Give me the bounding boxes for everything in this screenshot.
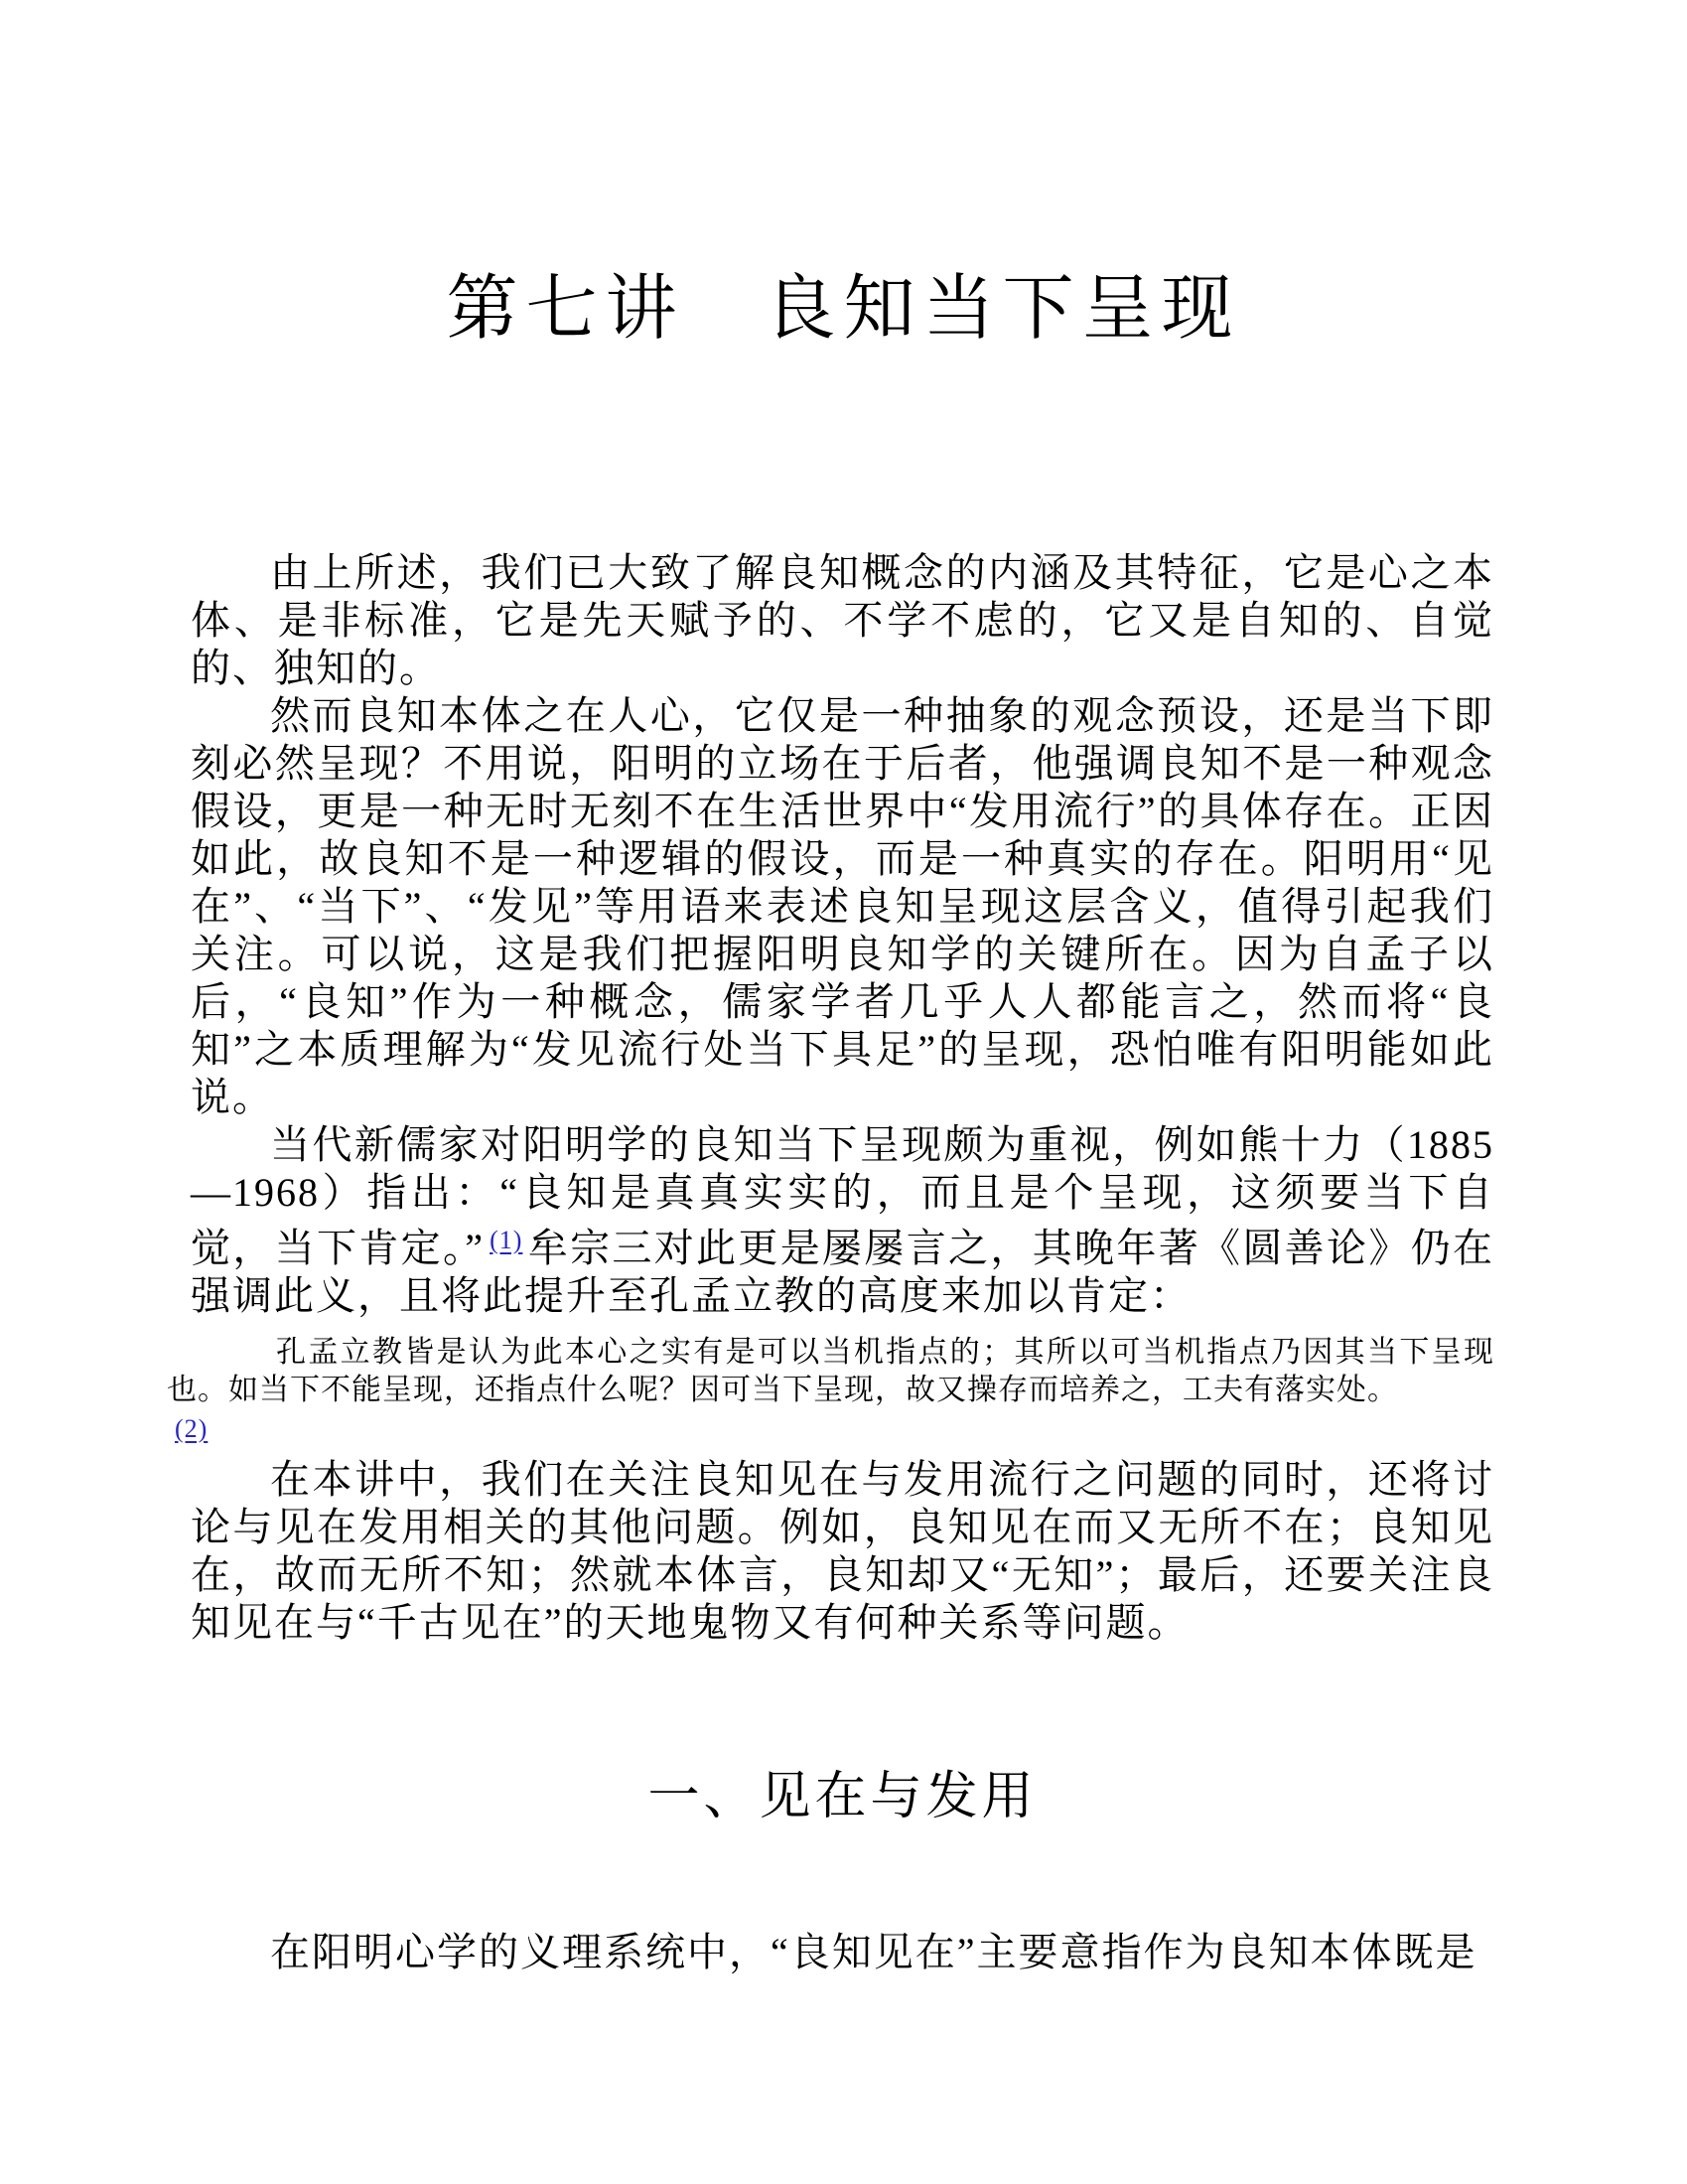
paragraph-1: 由上所述，我们已大致了解良知概念的内涵及其特征，它是心之本体、是非标准，它是先天赋予的、不学不虑的，它又是自知的、自觉的、独知的。 bbox=[191, 550, 1494, 690]
paragraph-4: 在本讲中，我们在关注良知见在与发用流行之问题的同时，还将讨论与见在发用相关的其他问题。例如，良知见在而又无所不在；良知见在，故而无所不知；然就本体言，良知却又“无知”；最后，还要关注良知见在与“千古见在”的天地鬼物又有何种关系等问题。 bbox=[191, 1457, 1494, 1645]
paragraph-3 bbox=[191, 1121, 1494, 1320]
paragraph-5: 在阳明心学的义理系统中，“良知见在”主要意指作为良知本体既是 bbox=[270, 1930, 1477, 1974]
footnote-2-line bbox=[167, 1409, 1494, 1448]
paragraph-2: 然而良知本体之在人心，它仅是一种抽象的观念预设，还是当下即刻必然呈现？不用说，阳明的立场在于后者，他强调良知不是一种观念假设，更是一种无时无刻不在生活世界中“发用流行”的具体存在。正因如此，故良知不是一种逻辑的假设，而是一种真实的存在。阳明用“见在”、“当下”、“发见”等用语来表述良知呈现这层含义，值得引起我们关注。可以说，这是我们把握阳明良知学的关键所在。因为自孟子以后，“良知”作为一种概念，儒家学者几乎人人都能言之，然而将“良知”之本质理解为“发见流行处当下具足”的呈现，恐怕唯有阳明能如此说。 bbox=[191, 693, 1494, 1119]
blockquote-text: 孔孟立教皆是认为此本心之实有是可以当机指点的；其所以可当机指点乃因其当下呈现也。如当下不能呈现，还指点什么呢？因可当下呈现，故又操存而培养之，工夫有落实处。 bbox=[167, 1336, 1494, 1406]
page-content bbox=[167, 549, 1495, 1976]
footnote-2-link[interactable]: (2) bbox=[175, 1414, 209, 1443]
paragraph-3-text-after-note: 牟宗三对此更是屡屡言之，其晚年著《圆善论》仍在强调此义，且将此提升至孔孟立教的高度来加以肯定： bbox=[191, 1226, 1495, 1318]
chapter-title: 第七讲 良知当下呈现 bbox=[446, 269, 1241, 349]
blockquote bbox=[167, 1334, 1494, 1448]
section-heading: 一、见在与发用 bbox=[647, 1769, 1038, 1825]
paragraph-3-text-before-note: 当代新儒家对阳明学的良知当下呈现颇为重视，例如熊十力（1885—1968）指出：“良知是真真实实的，而且是个呈现，这须要当下自觉，当下肯定。” bbox=[191, 1122, 1494, 1270]
footnote-1-link[interactable]: (1) bbox=[490, 1226, 523, 1254]
